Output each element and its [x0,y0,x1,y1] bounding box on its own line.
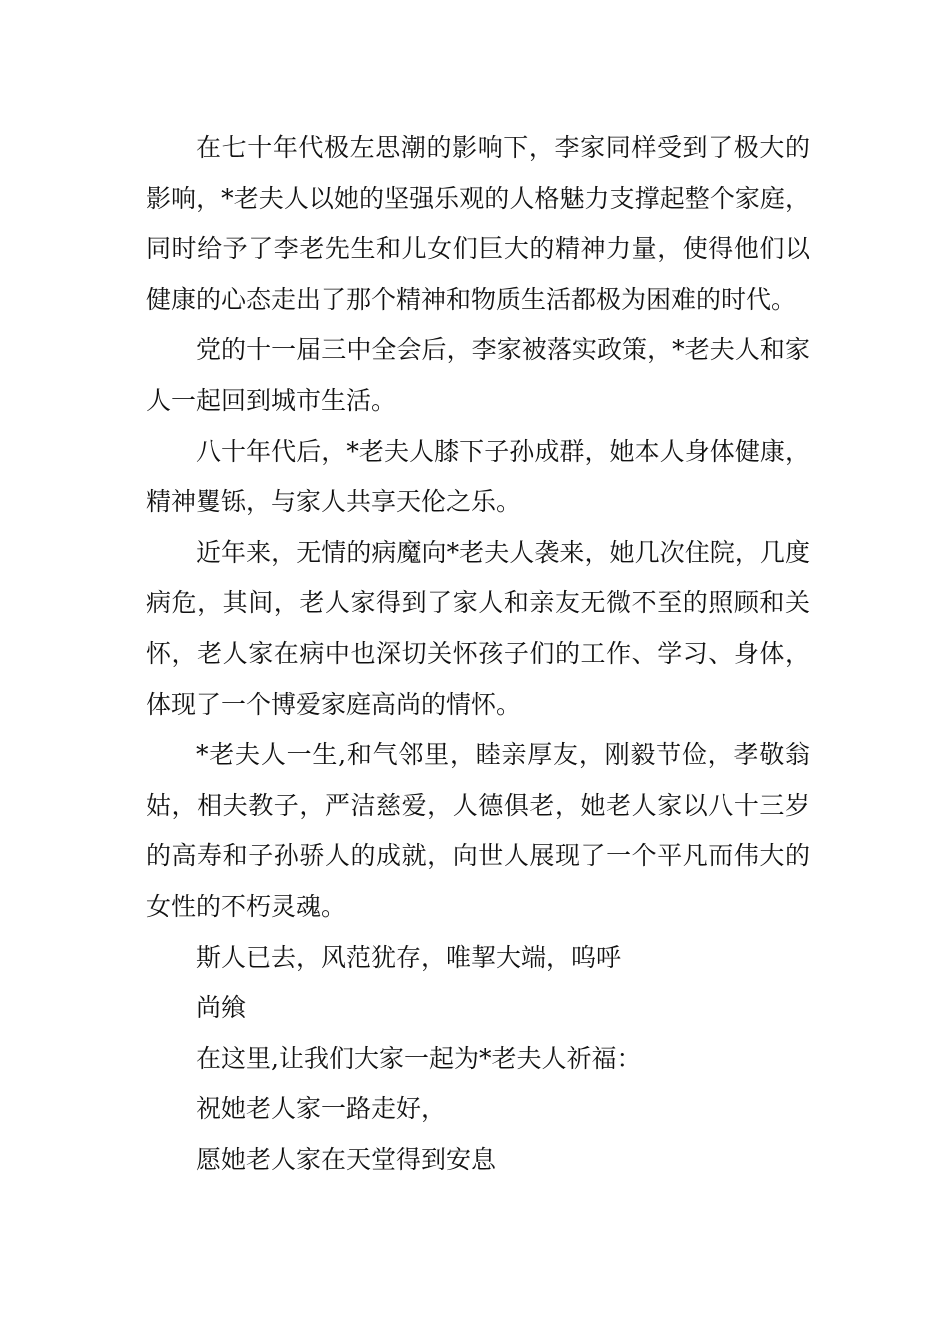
paragraph-3: 八十年代后，*老夫人膝下子孙成群，她本人身体健康，精神矍铄，与家人共享天伦之乐。 [146,436,810,517]
paragraph-5: *老夫人一生,和气邻里，睦亲厚友，刚毅节俭，孝敬翁姑，相夫教子，严洁慈爱，人德俱老，她老人家以八十三岁的高寿和子孙骄人的成就，向世人展现了一个平凡而伟大的女性的不朽灵魂。 [146,740,810,921]
closing-line-3: 在这里,让我们大家一起为*老夫人祈福： [196,1043,642,1073]
paragraph-2: 党的十一届三中全会后，李家被落实政策，*老夫人和家人一起回到城市生活。 [146,335,810,415]
paragraph-4: 近年来，无情的病魔向*老夫人袭来，她几次住院，几度病危，其间，老人家得到了家人和亲友无微不至的照顾和关怀，老人家在病中也深切关怀孩子们的工作、学习、身体，体现了一个博爱家庭高尚的情怀。 [146,537,810,719]
closing-line-1: 斯人已去，风范犹存，唯挈大端，呜呼 [196,942,622,972]
closing-line-2: 尚飨 [196,993,247,1023]
paragraph-1: 在七十年代极左思潮的影响下，李家同样受到了极大的影响，*老夫人以她的坚强乐观的人格魅力支撑起整个家庭，同时给予了李老先生和儿女们巨大的精神力量，使得他们以健康的心态走出了那个精神和物质生活都极为困难的时代。 [146,133,810,314]
closing-line-5: 愿她老人家在天堂得到安息 [196,1144,497,1174]
document-body [146,123,810,1185]
closing-line-4: 祝她老人家一路走好， [196,1094,447,1124]
